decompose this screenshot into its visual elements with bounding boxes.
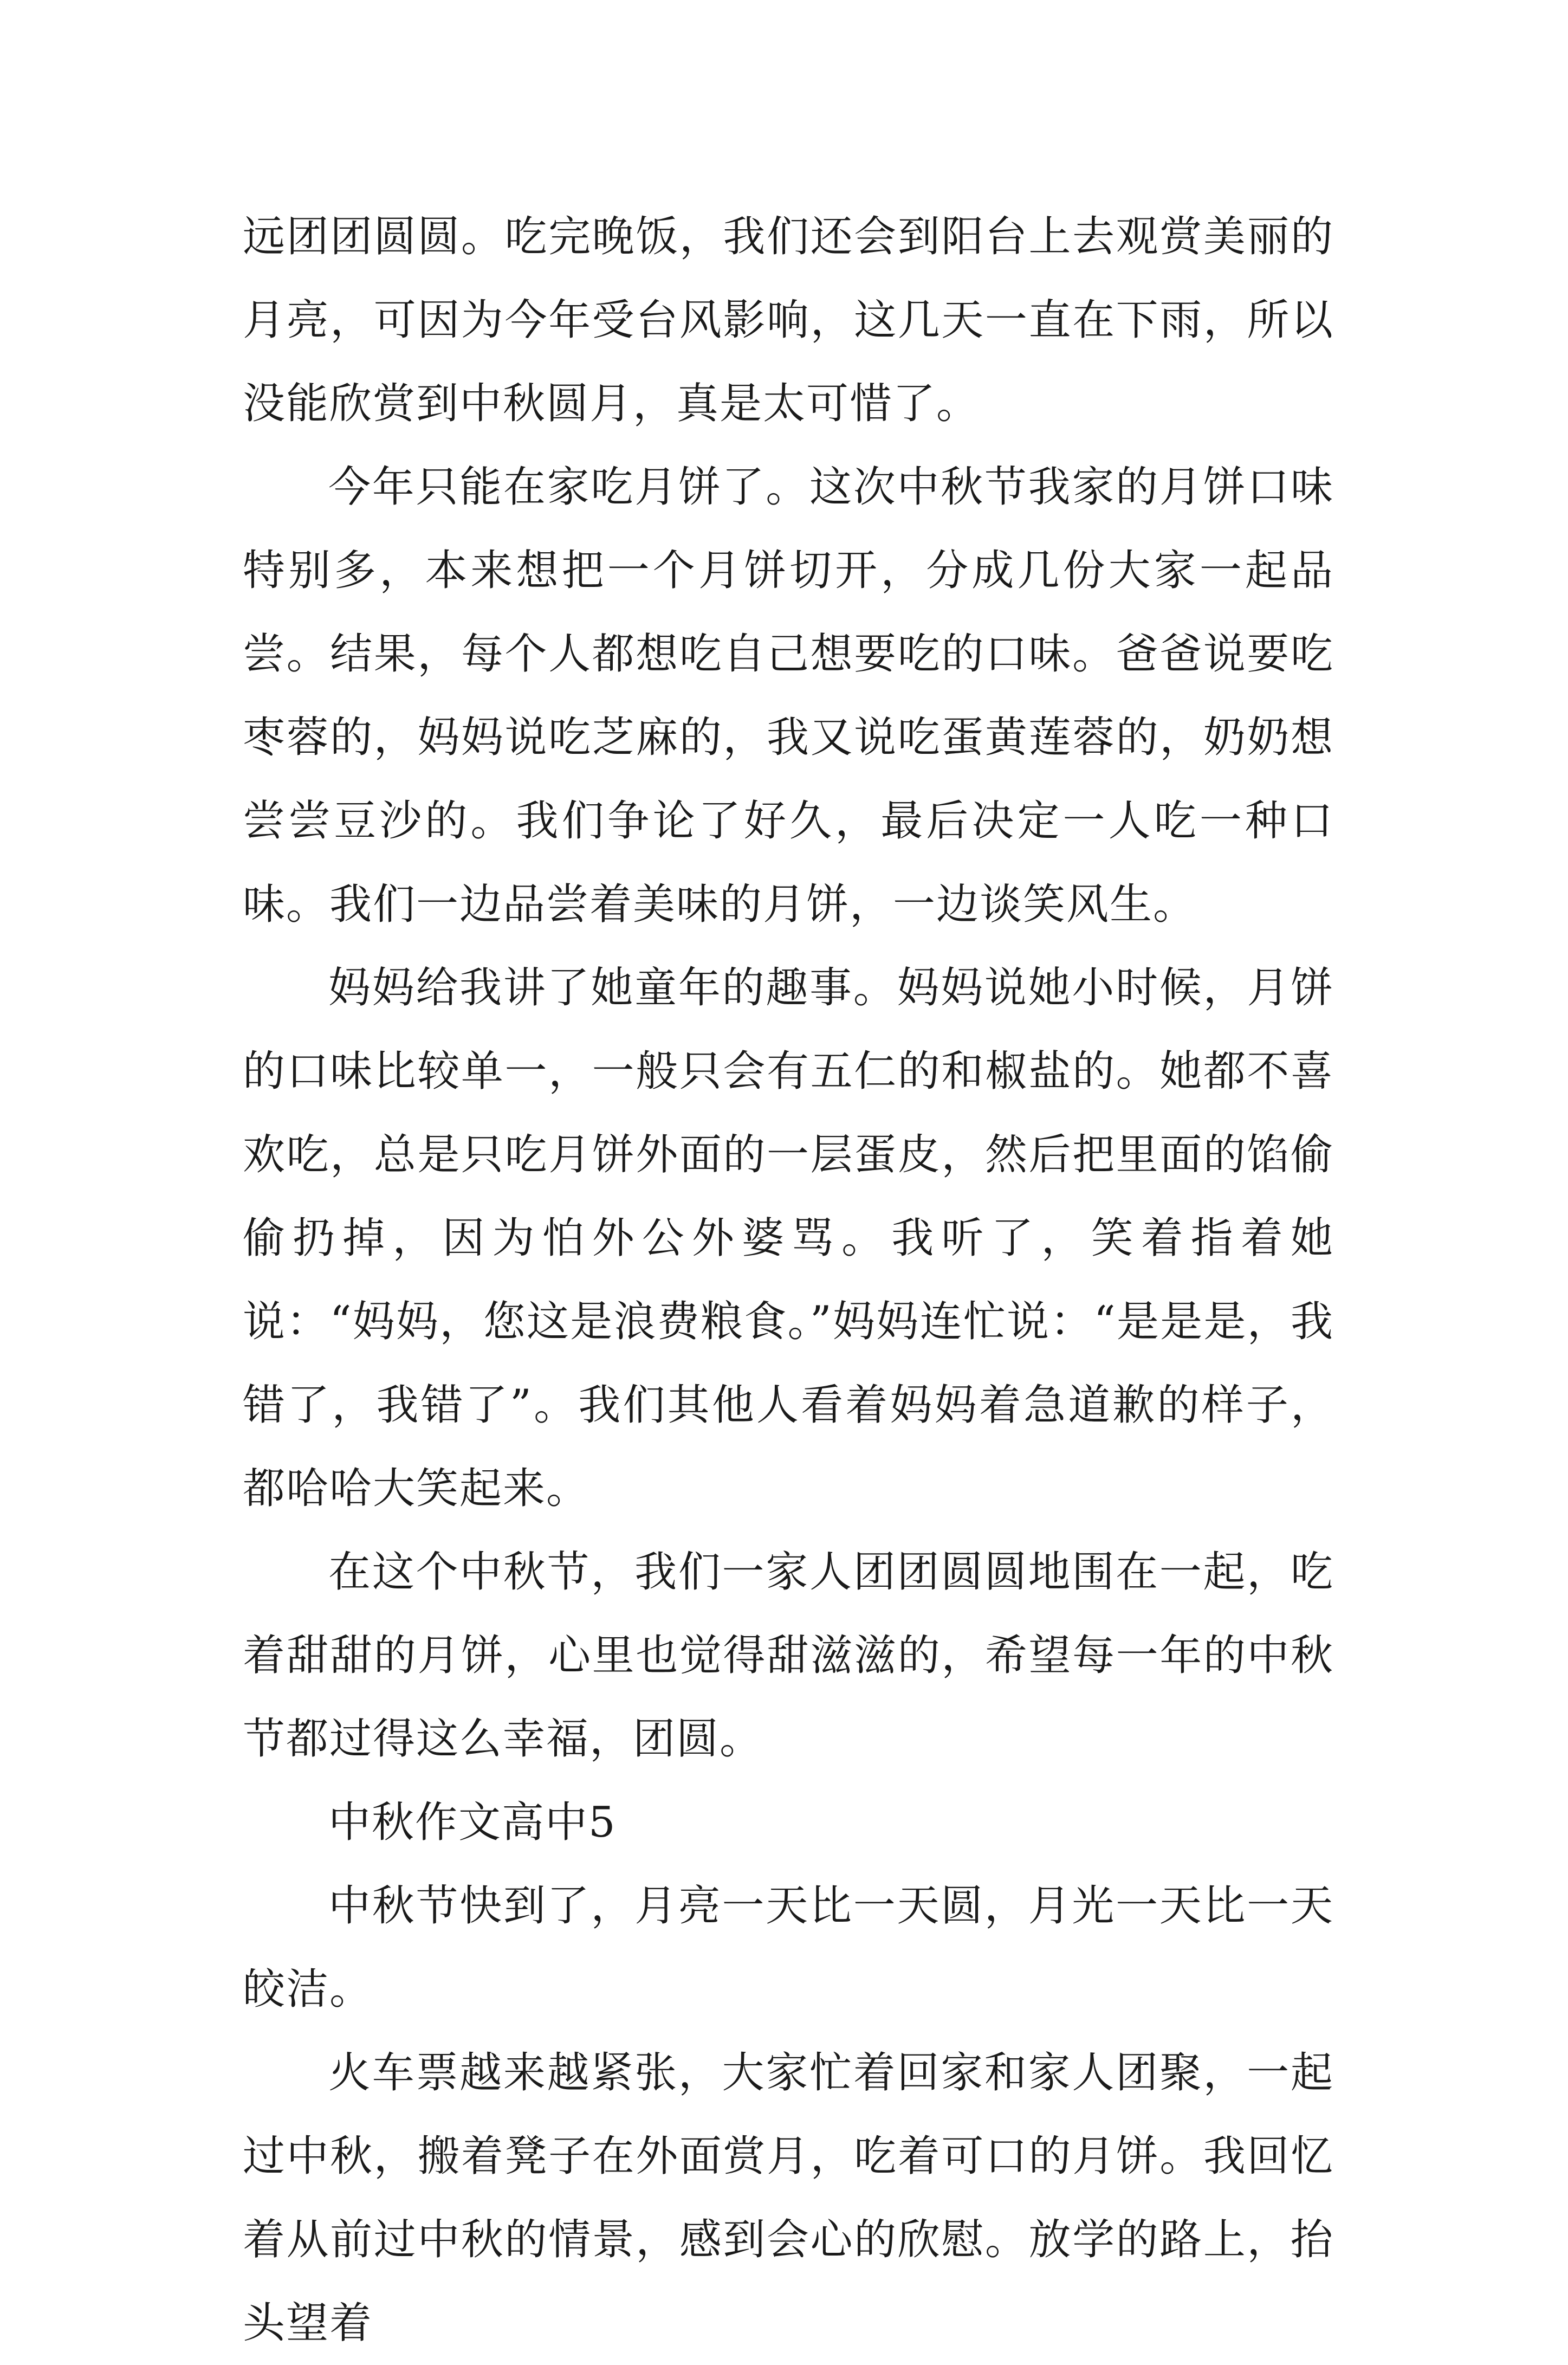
paragraph-2: 今年只能在家吃月饼了。这次中秋节我家的月饼口味特别多，本来想把一个月饼切开，分成几份大家一起品尝。结果，每个人都想吃自己想要吃的口味。爸爸说要吃枣蓉的，妈妈说吃芝麻的，我又说吃蛋黄莲蓉的，奶奶想尝尝豆沙的。我们争论了好久，最后决定一人吃一种口味。我们一边品尝着美味的月饼，一边谈笑风生。 [243, 463, 1334, 929]
paragraph-1: 远团团圆圆。吃完晚饭，我们还会到阳台上去观赏美丽的月亮，可因为今年受台风影响，这几天一直在下雨，所以没能欣赏到中秋圆月，真是太可惜了。 [243, 212, 1334, 428]
document-body [243, 195, 1334, 2365]
paragraph-4: 在这个中秋节，我们一家人团团圆圆地围在一起，吃着甜甜的月饼，心里也觉得甜滋滋的，希望每一年的中秋节都过得这么幸福，团圆。 [243, 1548, 1334, 1763]
paragraph-5: 中秋节快到了，月亮一天比一天圆，月光一天比一天皎洁。 [243, 1882, 1334, 2014]
paragraph-6: 火车票越来越紧张，大家忙着回家和家人团聚，一起过中秋，搬着凳子在外面赏月，吃着可口的月饼。我回忆着从前过中秋的情景，感到会心的欣慰。放学的路上，抬头望着 [243, 2049, 1334, 2348]
paragraph-3: 妈妈给我讲了她童年的趣事。妈妈说她小时候，月饼的口味比较单一，一般只会有五仁的和椒盐的。她都不喜欢吃，总是只吃月饼外面的一层蛋皮，然后把里面的馅偷偷扔掉，因为怕外公外婆骂。我听了，笑着指着她说：“妈妈，您这是浪费粮食。”妈妈连忙说：“是是是，我错了，我错了”。我们其他人看着妈妈着急道歉的样子，都哈哈大笑起来。 [243, 964, 1334, 1513]
section-heading: 中秋作文高中5 [328, 1798, 617, 1847]
